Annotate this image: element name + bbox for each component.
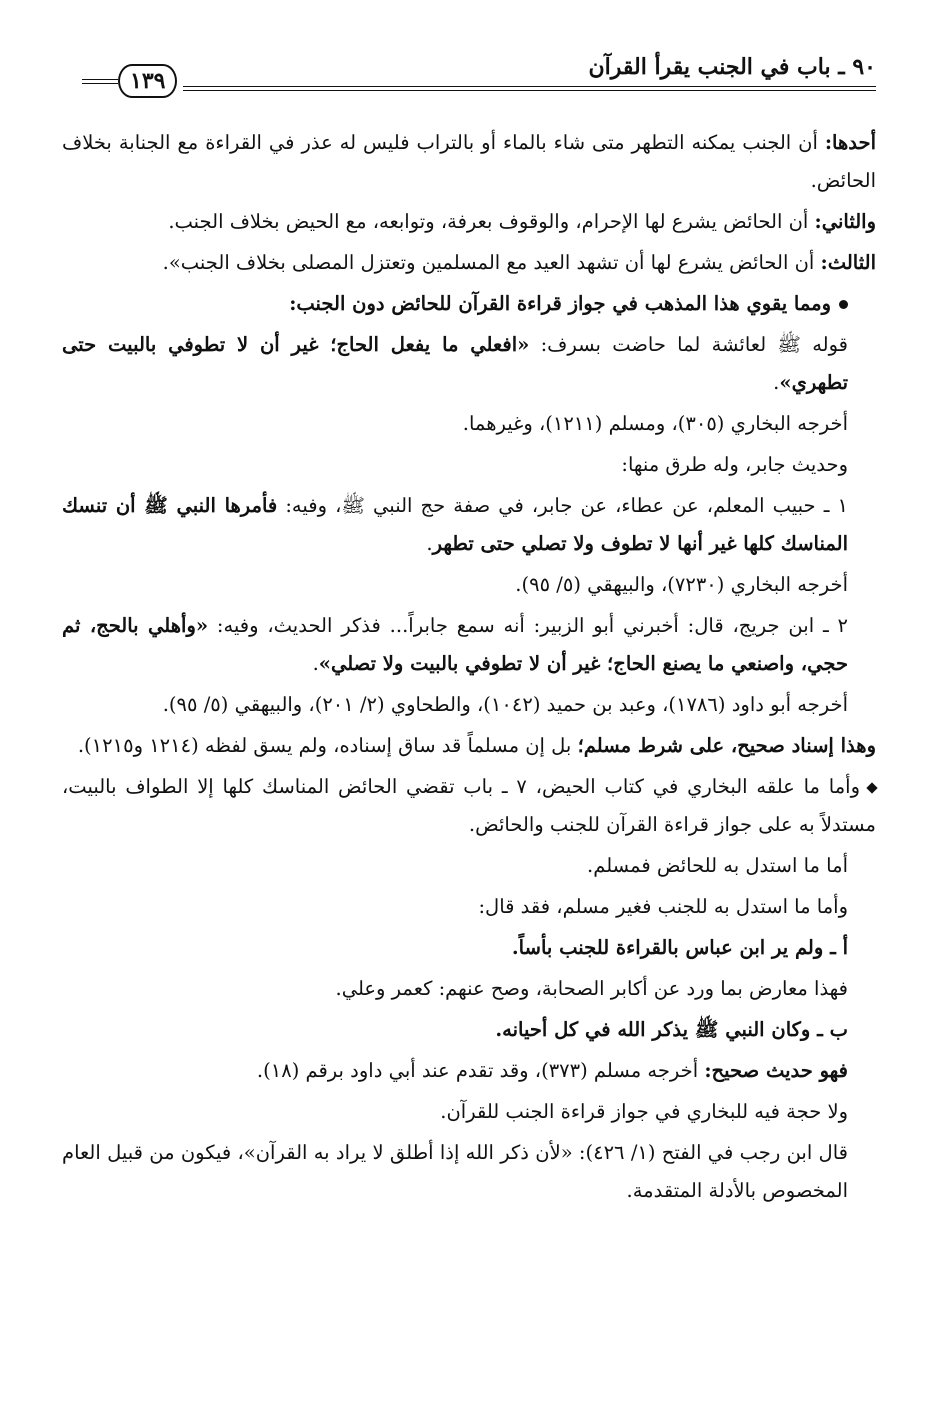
paragraph-route-1	[62, 487, 876, 563]
hadith-quote: «وأهلي بالحج، ثم حجي، واصنعي ما يصنع الحاج؛ غير أن لا تطوفي بالبيت ولا تصلي»	[62, 614, 848, 675]
paragraph-takhrij	[62, 405, 876, 443]
paragraph-junub	[62, 888, 876, 926]
paragraph-text: أخرجه أبو داود (١٧٨٦)، وعبد بن حميد (١٠٤٢)، والطحاوي (٢/ ٢٠١)، والبيهقي (٥/ ٩٥).	[162, 693, 848, 716]
paragraph-tail: .	[426, 532, 433, 555]
paragraph-text: أخرجه البخاري (٧٢٣٠)، والبيهقي (٥/ ٩٥).	[515, 573, 848, 596]
paragraph-takhrij	[62, 566, 876, 604]
paragraph-muarad	[62, 970, 876, 1008]
paragraph-bukhari-tariq	[62, 768, 876, 844]
hadith-quote: فأمرها النبي ﷺ أن تنسك المناسك كلها غير أنها لا تطوف ولا تصلي حتى تطهر	[62, 494, 848, 555]
paragraph-jabir	[62, 446, 876, 484]
paragraph-third	[62, 244, 876, 282]
paragraph-text: ١ ـ حبيب المعلم، عن عطاء، عن جابر، في صفة حج النبي ﷺ، وفيه:	[277, 494, 848, 517]
chapter-title: ٩٠ ـ باب في الجنب يقرأ القرآن	[580, 54, 876, 80]
lead-bold: والثاني:	[814, 210, 876, 233]
paragraph-hujja	[62, 1093, 876, 1131]
paragraph-text: ولا حجة فيه للبخاري في جواز قراءة الجنب للقرآن.	[440, 1100, 848, 1123]
paragraph-text: بل إن مسلماً قد ساق إسناده، ولم يسق لفظه (١٢١٤ و١٢١٥).	[77, 734, 578, 757]
paragraph-hadith-aisha	[62, 326, 876, 402]
section-bullet-heading	[62, 285, 876, 323]
paragraph-text: أن الحائض يشرع لها أن تشهد العيد مع المسلمين وتعتزل المصلى بخلاف الجنب».	[162, 251, 821, 274]
paragraph-text: فهذا معارض بما ورد عن أكابر الصحابة، وصح عنهم: كعمر وعلي.	[335, 977, 848, 1000]
page-header	[78, 48, 876, 98]
hadith-quote: «افعلي ما يفعل الحاج؛ غير أن لا تطوفي بالبيت حتى تطهري»	[62, 333, 848, 394]
paragraph-route-2	[62, 607, 876, 683]
paragraph-first	[62, 124, 876, 200]
paragraph-text: أن الحائض يشرع لها الإحرام، والوقوف بعرفة، وتوابعه، مع الحيض بخلاف الجنب.	[168, 210, 815, 233]
header-rule	[78, 86, 876, 91]
section-heading: ومما يقوي هذا المذهب في جواز قراءة القرآن للحائض دون الجنب:	[289, 292, 831, 315]
paragraph-text: أخرجه البخاري (٣٠٥)، ومسلم (١٢١١)، وغيرهما.	[462, 412, 848, 435]
page-number: ١٣٩	[118, 64, 177, 98]
paragraph-point-a	[62, 929, 876, 967]
paragraph-text: وأما ما استدل به للجنب فغير مسلم، فقد قال:	[478, 895, 848, 918]
paragraph-sahih	[62, 1052, 876, 1090]
paragraph-second	[62, 203, 876, 241]
ornament-dash	[82, 79, 118, 84]
paragraph-text: قوله ﷺ لعائشة لما حاضت بسرف:	[529, 333, 848, 356]
paragraph-point-b	[62, 1011, 876, 1049]
point-heading: ب ـ وكان النبي ﷺ يذكر الله في كل أحيانه.	[495, 1018, 848, 1041]
paragraph-text: وحديث جابر، وله طرق منها:	[621, 453, 848, 476]
paragraph-text: وأما ما علقه البخاري في كتاب الحيض، ٧ ـ باب تقضي الحائض المناسك كلها إلا الطواف بالبيت، مستدلاً به على جواز قراءة القرآن للجنب والحائض.	[62, 775, 876, 836]
paragraph-text: أن الجنب يمكنه التطهر متى شاء بالماء أو بالتراب فليس له عذر في القراءة مع الجنابة بخلاف الحائض.	[62, 131, 876, 192]
point-heading: أ ـ ولم ير ابن عباس بالقراءة للجنب بأساً.	[511, 936, 848, 959]
lead-bold: وهذا إسناد صحيح، على شرط مسلم؛	[577, 734, 876, 757]
bullet-icon	[866, 782, 877, 793]
bullet-icon	[839, 300, 848, 309]
page-body	[62, 124, 876, 1373]
paragraph-text: قال ابن رجب في الفتح (١/ ٤٢٦): «لأن ذكر الله إذا أطلق لا يراد به القرآن»، فيكون من قبيل العام المخصوص بالأدلة المتقدمة.	[62, 1141, 848, 1202]
lead-bold: فهو حديث صحيح:	[704, 1059, 848, 1082]
paragraph-ibn-rajab	[62, 1134, 876, 1210]
paragraph-tail: .	[312, 652, 319, 675]
paragraph-text: أخرجه مسلم (٣٧٣)، وقد تقدم عند أبي داود برقم (١٨).	[256, 1059, 705, 1082]
paragraph-tail: .	[773, 371, 780, 394]
paragraph-text: أما ما استدل به للحائض فمسلم.	[587, 854, 848, 877]
paragraph-text: ٢ ـ ابن جريج، قال: أخبرني أبو الزبير: أنه سمع جابراً... فذكر الحديث، وفيه:	[208, 614, 848, 637]
paragraph-haid	[62, 847, 876, 885]
lead-bold: الثالث:	[820, 251, 876, 274]
page-number-ornament	[78, 64, 183, 98]
paragraph-takhrij	[62, 686, 876, 724]
paragraph-isnad	[62, 727, 876, 765]
lead-bold: أحدها:	[824, 131, 876, 154]
